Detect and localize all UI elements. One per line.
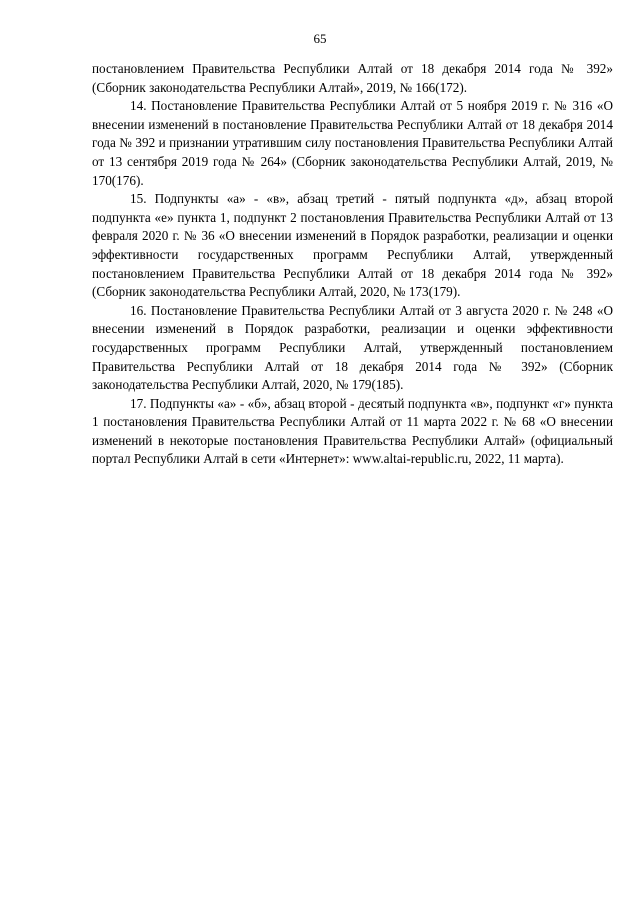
paragraph-item-14: 14. Постановление Правительства Республики Алтай от 5 ноября 2019 г. № 316 «О внесении изменений в постановление Правительства Республики Алтай от 18 декабря 2014 года № 392 и признании утратившим силу постановления Правительства Республики Алтай от 13 сентября 2019 года № 264» (Сборник законодательства Республики Алтай, 2019, № 170(176). [92, 98, 613, 188]
paragraph-continuation: постановлением Правительства Республики Алтай от 18 декабря 2014 года № 392» (Сборник законодательства Республики Алтай», 2019, № 166(172). [92, 61, 613, 95]
paragraph-item-15: 15. Подпункты «а» - «в», абзац третий - пятый подпункта «д», абзац второй подпункта «е» пункта 1, подпункт 2 постановления Правительства Республики Алтай от 13 февраля 2020 г. № 36 «О внесении изменений в Порядок разработки, реализации и оценки эффективности государственных программ Республики Алтай, утвержденный постановлением Правительства Республики Алтай от 18 декабря 2014 года № 392» (Сборник законодательства Республики Алтай, 2020, № 173(179). [92, 191, 613, 300]
paragraph-item-16: 16. Постановление Правительства Республики Алтай от 3 августа 2020 г. № 248 «О внесении изменений в Порядок разработки, реализации и оценки эффективности государственных программ Республики Алтай, утвержденный постановлением Правительства Республики Алтай от 18 декабря 2014 года № 392» (Сборник законодательства Республики Алтай, 2020, № 179(185). [92, 302, 613, 393]
paragraph-item-17: 17. Подпункты «а» - «б», абзац второй - десятый подпункта «в», подпункт «г» пункта 1 постановления Правительства Республики Алтай от 11 марта 2022 г. № 68 «О внесении изменений в некоторые постановления Правительства Республики Алтай» (официальный портал Республики Алтай в сети «Интернет»: www.altai-republic.ru, 2022, 11 марта). [92, 395, 613, 467]
document-body [92, 60, 613, 469]
page-number: 65 [313, 31, 327, 46]
